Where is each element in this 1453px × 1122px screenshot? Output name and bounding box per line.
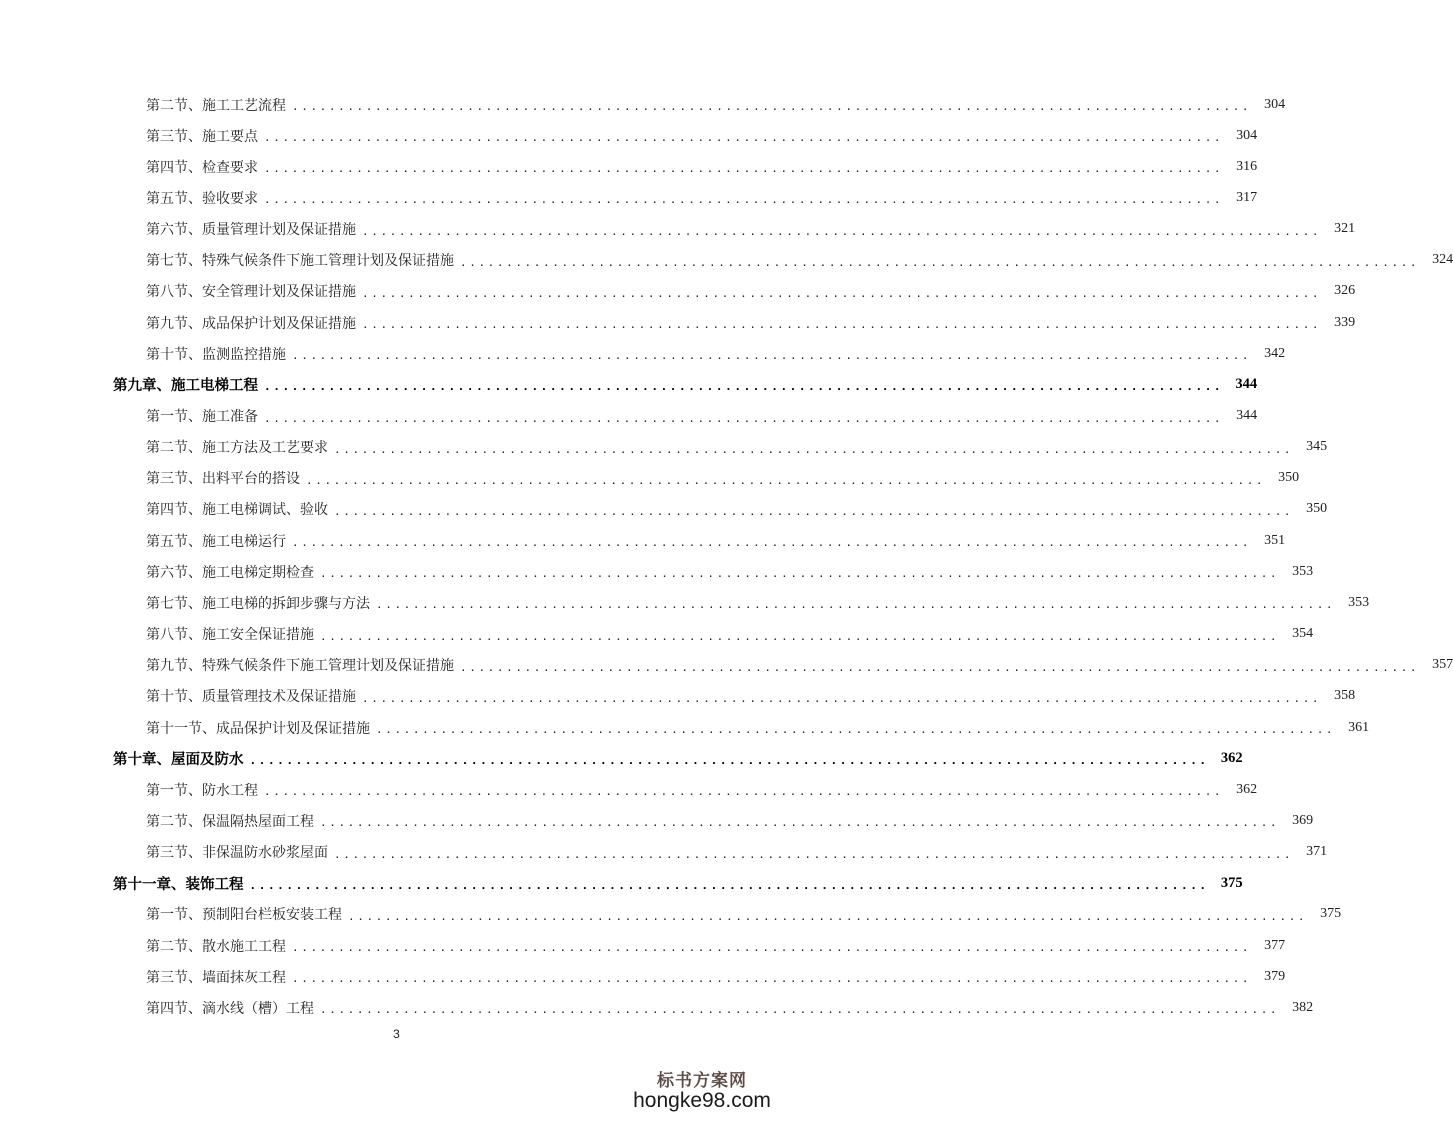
toc-dot-leader: ........................................................................................................ xyxy=(348,909,1308,923)
watermark-url: hongke98.com xyxy=(633,1089,771,1112)
toc-dot-leader: ........................................................................................................ xyxy=(376,598,1336,612)
toc-dot-leader: ........................................................................................................ xyxy=(320,1003,1280,1017)
toc-entry-page-number: 350 xyxy=(1278,470,1300,486)
toc-dot-leader: ........................................................................................................ xyxy=(292,349,1252,363)
toc-section-entry[interactable] xyxy=(0,182,1258,213)
toc-dot-leader: ........................................................................................................ xyxy=(264,162,1224,176)
toc-entry-page-number: 362 xyxy=(1220,750,1243,767)
toc-entry-page-number: 342 xyxy=(1264,345,1286,361)
toc-section-entry[interactable] xyxy=(0,338,1286,369)
toc-section-entry[interactable] xyxy=(0,774,1258,805)
toc-entry-page-number: 369 xyxy=(1292,812,1314,828)
toc-entry-page-number: 354 xyxy=(1292,626,1314,642)
watermark-title: 标书方案网 xyxy=(657,1071,747,1091)
toc-entry-page-number: 304 xyxy=(1264,96,1286,112)
toc-entry-page-number: 375 xyxy=(1320,906,1342,922)
toc-section-entry[interactable] xyxy=(0,120,1258,151)
toc-entry-title: 第八节、施工安全保证措施 xyxy=(146,627,314,644)
toc-entry-title: 第六节、施工电梯定期检查 xyxy=(146,564,314,581)
toc-dot-leader: ........................................................................................................ xyxy=(362,318,1322,332)
toc-section-entry[interactable] xyxy=(0,837,1328,868)
toc-dot-leader: ........................................................................................................ xyxy=(320,629,1280,643)
toc-section-entry[interactable] xyxy=(0,432,1328,463)
toc-section-entry[interactable] xyxy=(0,245,1453,276)
toc-chapter-entry[interactable] xyxy=(0,369,1258,400)
toc-entry-page-number: 379 xyxy=(1264,968,1286,984)
toc-entry-title: 第七节、特殊气候条件下施工管理计划及保证措施 xyxy=(146,253,454,270)
toc-entry-page-number: 316 xyxy=(1236,158,1258,174)
toc-dot-leader: ........................................................................................................ xyxy=(264,380,1224,394)
toc-entry-title: 第八节、安全管理计划及保证措施 xyxy=(146,284,356,301)
toc-section-entry[interactable] xyxy=(0,307,1356,338)
toc-entry-page-number: 375 xyxy=(1220,874,1243,891)
toc-entry-title: 第四节、检查要求 xyxy=(146,159,258,176)
toc-section-entry[interactable] xyxy=(0,899,1342,930)
toc-entry-page-number: 353 xyxy=(1292,563,1314,579)
toc-dot-leader: ........................................................................................................ xyxy=(362,224,1322,238)
toc-chapter-entry[interactable] xyxy=(0,743,1243,774)
toc-entry-title: 第一节、施工准备 xyxy=(146,409,258,425)
toc-dot-leader: ........................................................................................................ xyxy=(334,504,1294,518)
toc-section-entry[interactable] xyxy=(0,587,1370,618)
toc-section-entry[interactable] xyxy=(0,494,1328,525)
toc-section-entry[interactable] xyxy=(0,712,1370,743)
toc-entry-page-number: 377 xyxy=(1264,937,1286,953)
toc-entry-title: 第四节、施工电梯调试、验收 xyxy=(146,502,328,519)
toc-entry-page-number: 344 xyxy=(1236,408,1258,423)
toc-section-entry[interactable] xyxy=(0,214,1356,245)
toc-entry-page-number: 358 xyxy=(1334,688,1356,704)
toc-dot-leader: ........................................................................................................ xyxy=(264,193,1224,207)
toc-entry-page-number: 382 xyxy=(1292,999,1314,1015)
toc-section-entry[interactable] xyxy=(0,276,1356,307)
toc-entry-title: 第九节、成品保护计划及保证措施 xyxy=(146,315,356,332)
toc-entry-title: 第五节、施工电梯运行 xyxy=(146,533,286,550)
toc-entry-title: 第三节、出料平台的搭设 xyxy=(146,471,300,488)
toc-entry-title: 第三节、非保温防水砂浆屋面 xyxy=(146,845,328,862)
toc-dot-leader: ........................................................................................................ xyxy=(249,754,1209,768)
toc-entry-page-number: 304 xyxy=(1236,127,1258,143)
toc-entry-page-number: 362 xyxy=(1236,781,1258,797)
toc-section-entry[interactable] xyxy=(0,525,1286,556)
toc-section-entry[interactable] xyxy=(0,89,1286,120)
toc-dot-leader: ........................................................................................................ xyxy=(264,785,1224,799)
toc-section-entry[interactable] xyxy=(0,619,1314,650)
toc-section-entry[interactable] xyxy=(0,681,1356,712)
toc-entry-title: 第十一章、装饰工程 xyxy=(113,875,244,893)
toc-entry-title: 第九节、特殊气候条件下施工管理计划及保证措施 xyxy=(146,658,454,675)
toc-entry-title: 第九章、施工电梯工程 xyxy=(113,377,258,395)
toc-dot-leader: ........................................................................................................ xyxy=(362,691,1322,705)
toc-dot-leader: ........................................................................................................ xyxy=(320,816,1280,830)
toc-entry-page-number: 317 xyxy=(1236,189,1258,205)
toc-chapter-entry[interactable] xyxy=(0,868,1243,899)
toc-dot-leader: ........................................................................................................ xyxy=(264,411,1224,425)
toc-dot-leader: ........................................................................................................ xyxy=(249,878,1209,892)
toc-entry-title: 第七节、施工电梯的拆卸步骤与方法 xyxy=(146,595,370,612)
toc-entry-title: 第二节、施工工艺流程 xyxy=(146,97,286,114)
toc-entry-title: 第三节、施工要点 xyxy=(146,128,258,145)
toc-entry-page-number: 345 xyxy=(1306,439,1328,455)
toc-entry-page-number: 339 xyxy=(1334,314,1356,330)
toc-entry-title: 第十章、屋面及防水 xyxy=(113,751,244,769)
toc-dot-leader: ........................................................................................................ xyxy=(264,131,1224,145)
toc-dot-leader: ........................................................................................................ xyxy=(292,100,1252,113)
toc-dot-leader: ........................................................................................................ xyxy=(292,536,1252,550)
toc-dot-leader: ........................................................................................................ xyxy=(362,286,1322,300)
toc-entry-page-number: 353 xyxy=(1348,594,1370,610)
watermark xyxy=(627,1066,777,1113)
toc-entry-title: 第四节、滴水线（槽）工程 xyxy=(146,1000,314,1017)
toc-section-entry[interactable] xyxy=(0,992,1314,1023)
toc-entry-page-number: 371 xyxy=(1306,844,1328,860)
toc-entry-title: 第六节、质量管理计划及保证措施 xyxy=(146,222,356,239)
toc-section-entry[interactable] xyxy=(0,961,1286,992)
toc-entry-page-number: 357 xyxy=(1432,657,1453,673)
toc-entry-title: 第五节、验收要求 xyxy=(146,190,258,207)
toc-dot-leader: ........................................................................................................ xyxy=(320,567,1280,581)
toc-dot-leader: ........................................................................................................ xyxy=(306,473,1266,487)
toc-entry-page-number: 344 xyxy=(1235,376,1258,393)
toc-entry-page-number: 321 xyxy=(1334,221,1356,237)
toc-section-entry[interactable] xyxy=(0,930,1286,961)
toc-entry-page-number: 350 xyxy=(1306,501,1328,517)
toc-dot-leader: ........................................................................................................ xyxy=(460,255,1420,269)
toc-section-entry[interactable] xyxy=(0,556,1314,587)
toc-dot-leader: ........................................................................................................ xyxy=(292,972,1252,986)
toc-dot-leader: ........................................................................................................ xyxy=(376,723,1336,736)
toc-section-entry[interactable] xyxy=(0,151,1258,182)
toc-entry-title: 第一节、预制阳台栏板安装工程 xyxy=(146,907,342,924)
toc-dot-leader: ........................................................................................................ xyxy=(334,847,1294,861)
toc-entry-page-number: 326 xyxy=(1334,283,1356,299)
toc-entry-title: 第二节、保温隔热屋面工程 xyxy=(146,813,314,830)
toc-entry-title: 第二节、散水施工工程 xyxy=(146,938,286,955)
toc-entry-title: 第一节、防水工程 xyxy=(146,782,258,799)
toc-entry-page-number: 361 xyxy=(1348,719,1370,735)
toc-entry-title: 第十一节、成品保护计划及保证措施 xyxy=(146,720,370,737)
toc-entry-title: 第三节、墙面抹灰工程 xyxy=(146,969,286,986)
page-number: 3 xyxy=(393,1027,400,1041)
toc-entry-title: 第十节、质量管理技术及保证措施 xyxy=(146,689,356,706)
toc-section-entry[interactable] xyxy=(0,805,1314,836)
toc-section-entry[interactable] xyxy=(0,401,1258,432)
toc-section-entry[interactable] xyxy=(0,463,1300,494)
toc-section-entry[interactable] xyxy=(0,650,1453,681)
toc-dot-leader: ........................................................................................................ xyxy=(292,941,1252,955)
toc-entry-page-number: 351 xyxy=(1264,532,1286,548)
toc-entry-title: 第十节、监测监控措施 xyxy=(146,346,286,363)
toc-dot-leader: ........................................................................................................ xyxy=(460,660,1420,674)
toc-dot-leader: ........................................................................................................ xyxy=(334,442,1294,456)
toc-entry-page-number: 324 xyxy=(1432,252,1453,268)
toc-entry-title: 第二节、施工方法及工艺要求 xyxy=(146,440,328,457)
